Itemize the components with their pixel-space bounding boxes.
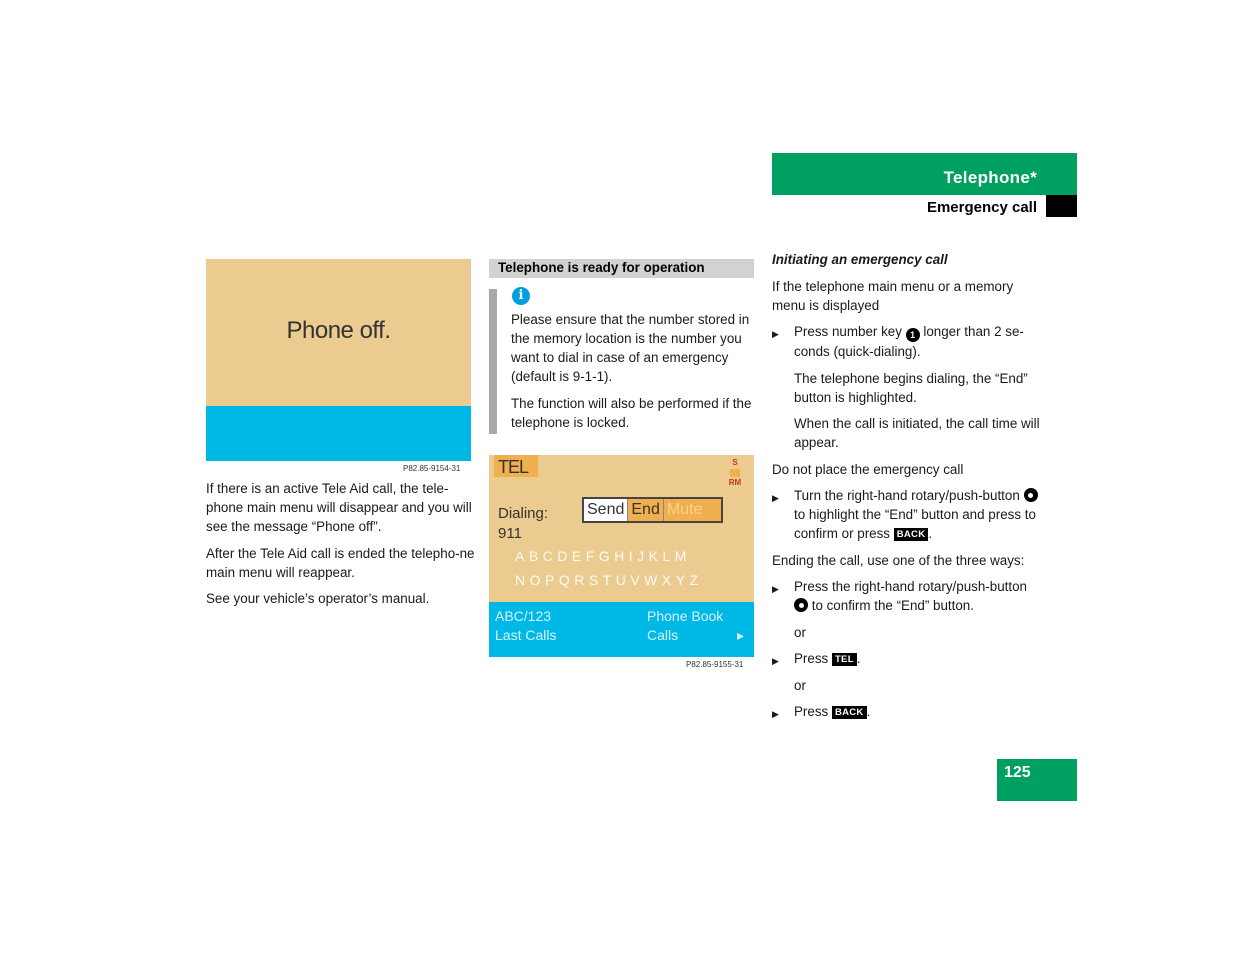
send-button[interactable]: Send [584, 499, 628, 521]
note-sidebar [489, 289, 497, 434]
menu-phone-book[interactable]: Phone Book [647, 608, 724, 624]
step: ▶ Press TEL . [772, 649, 1042, 668]
signal-icon: S RM [728, 458, 742, 487]
alphabet-row: ABCDEFGHIJKLM [515, 548, 691, 564]
chevron-right-icon: ▸ [737, 627, 745, 643]
page-number: 125 [1004, 764, 1031, 781]
left-text [206, 479, 476, 616]
step: ▶ Press BACK . [772, 702, 1042, 721]
instructions-heading: Initiating an emergency call [772, 252, 948, 267]
note-paragraph: Please ensure that the number stored in the memory location is the number you want to dial in case of an emergency (default is 9-1-1). [511, 312, 750, 384]
section-marker [1046, 195, 1077, 217]
back-key-icon: BACK [832, 706, 867, 719]
end-button[interactable]: End [628, 499, 663, 521]
tel-label: TEL [494, 455, 538, 477]
menu-calls[interactable]: Calls [647, 627, 679, 643]
tel-key-icon: TEL [832, 653, 857, 666]
note-paragraph: The function will also be performed if the telephone is locked. [511, 395, 752, 430]
paragraph: After the Tele Aid call is ended the telepho-ne main menu will reappear. [206, 545, 475, 580]
call-button-row [582, 497, 723, 523]
instructions [772, 250, 1042, 729]
step-note: When the call is initiated, the call time will appear. [794, 416, 1040, 450]
figure-caption: P82.85-9154-31 [403, 464, 461, 473]
section-header-bar [489, 259, 754, 278]
info-icon: i [512, 287, 530, 305]
paragraph: Do not place the emergency call [772, 461, 964, 477]
paragraph: See your vehicle’s operator’s manual. [206, 591, 430, 606]
phone-off-screen [206, 259, 471, 461]
or-text: or [794, 624, 806, 640]
menu-abc[interactable]: ABC/123 [495, 608, 552, 624]
section-subtitle: Emergency call [926, 199, 1037, 216]
rotary-knob-icon [794, 598, 808, 612]
mute-button[interactable]: Mute [664, 499, 721, 521]
section-title: Telephone is ready for operation [498, 260, 705, 275]
or-text: or [794, 677, 806, 693]
info-note [511, 310, 759, 439]
dialing-screen [489, 455, 754, 657]
rotary-knob-icon [1024, 488, 1038, 502]
step: ▶ Turn the right-hand rotary/push-button to highlight the “End” button and press to confirm or press BACK . [772, 486, 1042, 543]
number-key-icon: 1 [906, 328, 920, 342]
alphabet-row: NOPQRSTUVWXYZ [515, 572, 703, 588]
step-note: The telephone begins dialing, the “End” button is highlighted. [794, 370, 1028, 405]
figure-caption: P82.85-9155-31 [686, 660, 744, 669]
paragraph: Ending the call, use one of the three ways: [772, 552, 1025, 568]
back-key-icon: BACK [894, 528, 929, 541]
paragraph: If there is an active Tele Aid call, the tele-phone main menu will disappear and you will see the message “Phone off”. [206, 481, 472, 534]
step: ▶ Press number key 1 longer than 2 se-conds (quick-dialing). [772, 322, 1042, 361]
dialing-number: 911 [498, 525, 522, 542]
paragraph: If the telephone main menu or a memory menu is displayed [772, 278, 1014, 313]
step: ▶ Press the right-hand rotary/push-button to confirm the “End” button. [772, 577, 1042, 615]
screen-message: Phone off. [286, 317, 391, 344]
menu-last-calls[interactable]: Last Calls [495, 627, 557, 643]
chapter-title: Telephone* [943, 168, 1037, 187]
dialing-label: Dialing: [498, 505, 549, 522]
